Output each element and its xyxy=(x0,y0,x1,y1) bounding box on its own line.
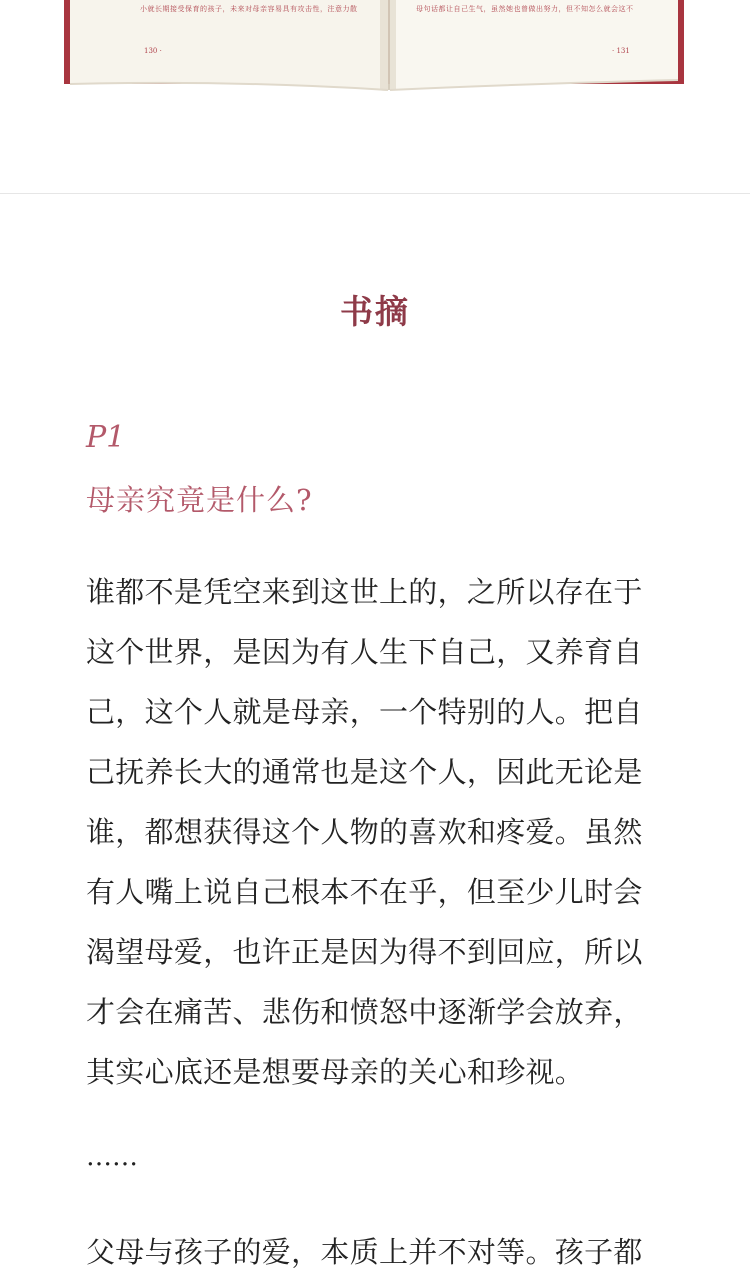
ellipsis: …… xyxy=(86,1142,138,1172)
section-title: 书摘 xyxy=(340,292,410,331)
part-question: 母亲究竟是什么? xyxy=(86,483,313,517)
right-page-number: · 131 xyxy=(612,47,630,55)
paragraph-line: 才会在痛苦、悲伤和愤怒中逐渐学会放弃， xyxy=(86,995,643,1029)
paragraph-line: 这个世界，是因为有人生下自己，又养育自 xyxy=(86,635,643,669)
part-label: P1 xyxy=(86,420,126,455)
paragraph-line: 渴望母爱，也许正是因为得不到回应，所以 xyxy=(86,935,643,969)
left-page-number: 130 · xyxy=(144,47,162,55)
right-page-text: 母句话都让自己生气，虽然她也曾做出努力，但不知怎么就会这不 xyxy=(416,5,634,13)
paragraph-line: 谁都不是凭空来到这世上的，之所以存在于 xyxy=(86,575,643,609)
paragraph-line: 己抚养长大的通常也是这个人，因此无论是 xyxy=(86,755,643,789)
open-book-illustration xyxy=(0,0,750,110)
paragraph-line: 其实心底还是想要母亲的关心和珍视。 xyxy=(86,1055,585,1089)
left-page-text: 小就长期接受保育的孩子，未来对母亲容易具有攻击性，注意力散 xyxy=(140,5,358,13)
paragraph-line: 有人嘴上说自己根本不在乎，但至少儿时会 xyxy=(86,875,643,909)
section-divider xyxy=(0,193,750,194)
paragraph-line: 己，这个人就是母亲，一个特别的人。把自 xyxy=(86,695,643,729)
paragraph-line: 谁，都想获得这个人物的喜欢和疼爱。虽然 xyxy=(86,815,643,849)
book-photo xyxy=(0,0,750,193)
next-paragraph-line: 父母与孩子的爱，本质上并不对等。孩子都 xyxy=(86,1235,643,1269)
